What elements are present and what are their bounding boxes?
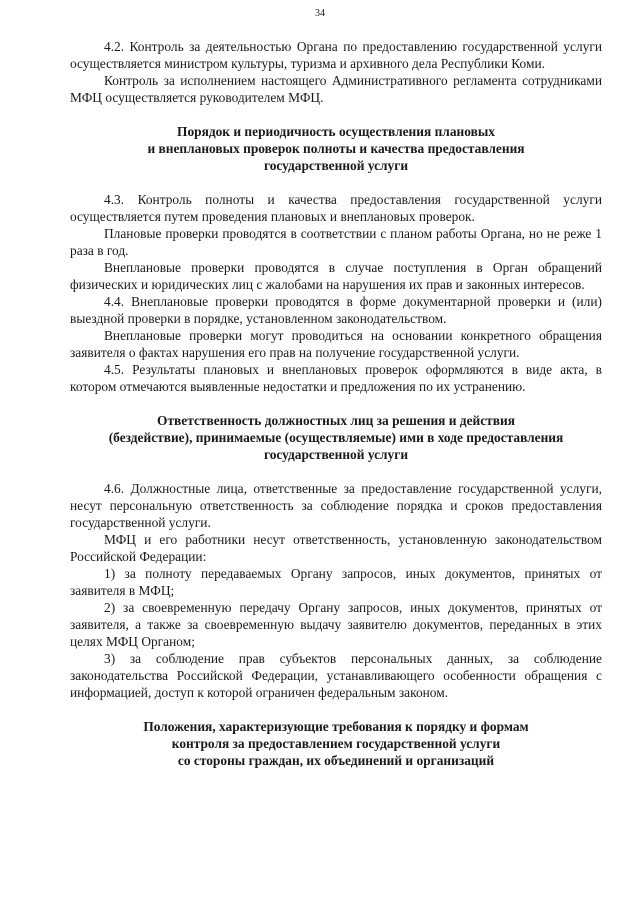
paragraph-4-3: 4.3. Контроль полноты и качества предоставления государственной услуги осуществляется путем проведения плановых и внеплановых проверок.: [70, 192, 602, 224]
heading-line: (бездействие), принимаемые (осуществляемые) ими в ходе предоставления: [108, 430, 564, 445]
paragraph-mfc-control: Контроль за исполнением настоящего Административного регламента сотрудниками МФЦ осуществляется руководителем МФЦ.: [70, 73, 602, 105]
heading-line: государственной услуги: [263, 447, 409, 462]
document-body: [70, 38, 602, 769]
paragraph-4-4: 4.4. Внеплановые проверки проводятся в форме документарной проверки и (или) выездной проверки в порядке, установленном законодательством.: [70, 294, 602, 326]
paragraph-4-6: 4.6. Должностные лица, ответственные за предоставление государственной услуги, несут персональную ответственность за соблюдение порядка и сроков предоставления государственной услуги.: [70, 481, 602, 530]
heading-line: Положения, характеризующие требования к порядку и формам: [143, 719, 529, 734]
section-heading-inspections: [70, 123, 602, 174]
paragraph-4-5: 4.5. Результаты плановых и внеплановых проверок оформляются в виде акта, в котором отмечаются выявленные недостатки и предложения по их устранению.: [70, 362, 602, 394]
list-item-2: 2) за своевременную передачу Органу запросов, иных документов, принятых от заявителя, а также за своевременную выдачу заявителю документов, переданных в этих целях МФЦ Органом;: [70, 600, 602, 649]
heading-line: Ответственность должностных лиц за решения и действия: [157, 413, 515, 428]
page-number: 34: [315, 8, 325, 19]
paragraph-planned-checks: Плановые проверки проводятся в соответствии с планом работы Органа, но не реже 1 раза в год.: [70, 226, 602, 258]
heading-line: со стороны граждан, их объединений и организаций: [177, 753, 495, 768]
list-item-3: 3) за соблюдение прав субъектов персональных данных, за соблюдение законодательства Российской Федерации, устанавливающего особенности обращения с информацией, доступ к которой ограничен федеральным законом.: [70, 651, 602, 700]
paragraph-mfc-responsibility: МФЦ и его работники несут ответственность, установленную законодательством Российской Федерации:: [70, 532, 602, 564]
list-item-1: 1) за полноту передаваемых Органу запросов, иных документов, принятых от заявителя в МФЦ;: [70, 566, 602, 598]
paragraph-unplanned-checks: Внеплановые проверки проводятся в случае поступления в Орган обращений физических и юридических лиц с жалобами на нарушения их прав и законных интересов.: [70, 260, 602, 292]
heading-line: контроля за предоставлением государственной услуги: [171, 736, 501, 751]
paragraph-4-2: 4.2. Контроль за деятельностью Органа по предоставлению государственной услуги осуществляется министром культуры, туризма и архивного дела Республики Коми.: [70, 39, 602, 71]
section-heading-responsibility: [70, 412, 602, 463]
heading-line: государственной услуги: [263, 158, 409, 173]
heading-line: Порядок и периодичность осуществления плановых: [177, 124, 495, 139]
heading-line: и внеплановых проверок полноты и качества предоставления: [147, 141, 525, 156]
paragraph-unplanned-basis: Внеплановые проверки могут проводиться на основании конкретного обращения заявителя о фактах нарушения его прав на получение государственной услуги.: [70, 328, 602, 360]
section-heading-public-control: [70, 718, 602, 769]
